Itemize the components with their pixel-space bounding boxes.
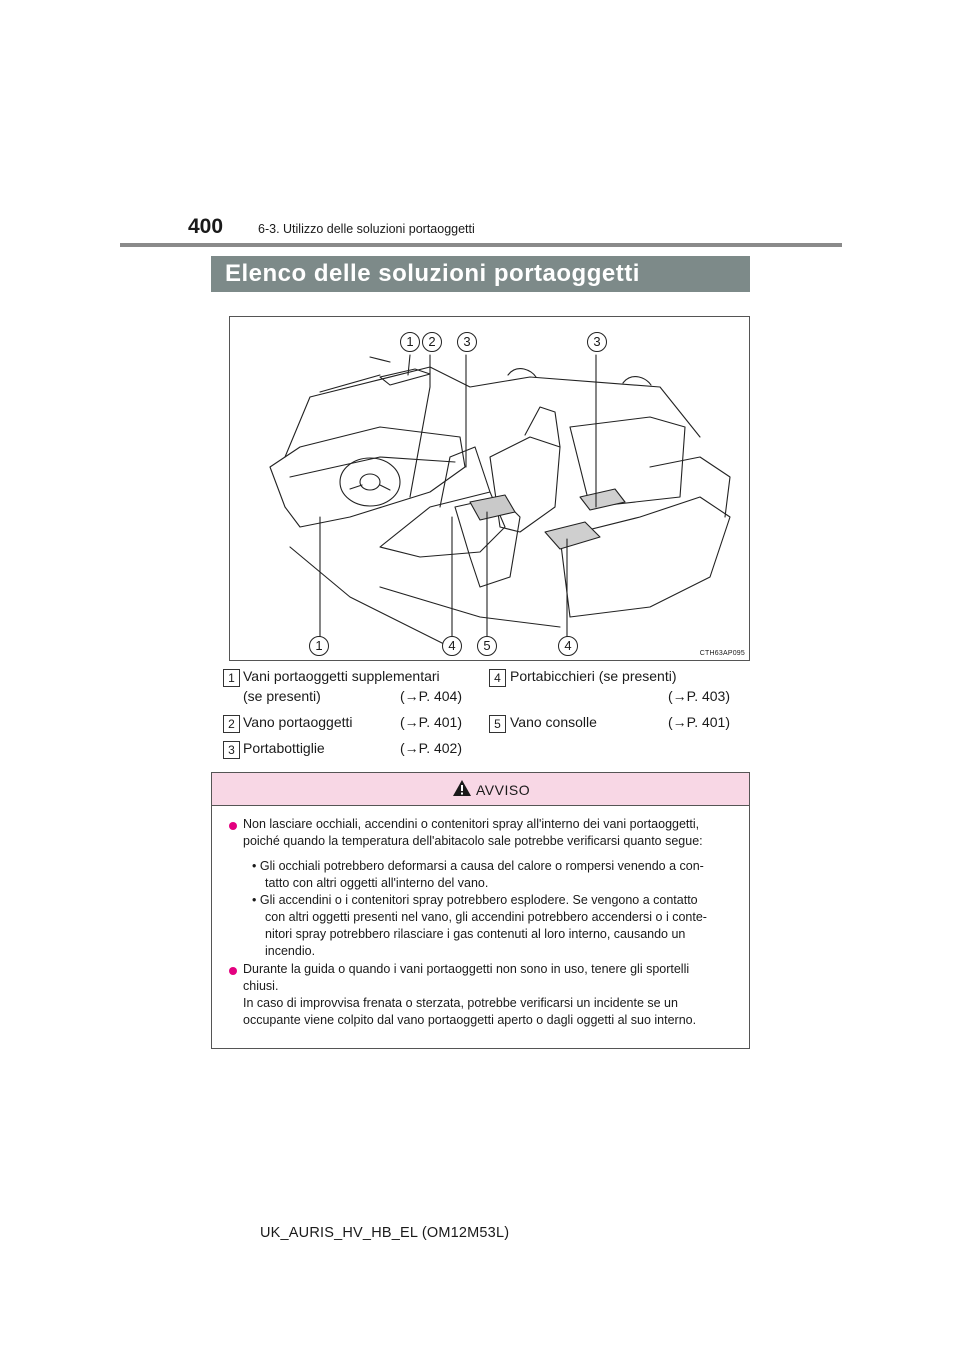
callout-5-bottom: 5	[477, 636, 497, 656]
warning-paragraph-1-line-1: Non lasciare occhiali, accendini o contenitori spray all'interno dei vani portaoggetti,	[243, 817, 700, 831]
legend-label-1: Vani portaoggetti supplementari	[243, 668, 440, 684]
page-number: 400	[188, 215, 224, 238]
callout-2-top: 2	[422, 332, 442, 352]
warning-subitem-2-line-3: nitori spray potrebbero rilasciare i gas contenuti al loro interno, causando un	[265, 927, 686, 941]
warning-subitem-1-line-1: • Gli occhiali potrebbero deformarsi a causa del calore o rompersi venendo a con-	[252, 859, 704, 873]
section-title: Elenco delle soluzioni portaoggetti	[211, 256, 750, 292]
callout-1-top: 1	[400, 332, 420, 352]
legend-ref-1: (→P. 404)	[400, 688, 462, 704]
warning-bullet-2	[229, 967, 237, 975]
legend-label-1-cont: (se presenti)	[243, 688, 321, 704]
warning-paragraph-2-line-4: occupante viene colpito dal vano portaoggetti aperto o dagli oggetti al suo interno.	[243, 1013, 697, 1027]
car-interior-drawing	[230, 317, 749, 660]
legend-label-3: Portabottiglie	[243, 740, 325, 756]
legend-number-4: 4	[489, 669, 506, 687]
warning-paragraph-2-line-1: Durante la guida o quando i vani portaoggetti non sono in uso, tenere gli sportelli	[243, 962, 690, 976]
callout-1-bottom: 1	[309, 636, 329, 656]
legend-label-2: Vano portaoggetti	[243, 714, 353, 730]
warning-header	[212, 773, 749, 806]
legend-number-2: 2	[223, 715, 240, 733]
legend-ref-2: (→P. 401)	[400, 714, 462, 730]
callout-3-top-rear: 3	[587, 332, 607, 352]
legend-number-5: 5	[489, 715, 506, 733]
warning-paragraph-2-line-2: chiusi.	[243, 979, 279, 993]
warning-bullet-1	[229, 822, 237, 830]
warning-title: AVVISO	[476, 782, 531, 798]
interior-illustration	[229, 316, 750, 661]
warning-subitem-1-line-2: tatto con altri oggetti all'interno del vano.	[265, 876, 489, 890]
warning-subitem-2-line-2: con altri oggetti presenti nel vano, gli accendini potrebbero accendersi o i conte-	[265, 910, 707, 924]
legend-ref-3: (→P. 402)	[400, 740, 462, 756]
warning-box	[211, 772, 750, 1049]
section-reference: 6-3. Utilizzo delle soluzioni portaoggetti	[258, 222, 475, 236]
header-rule	[120, 243, 842, 247]
warning-paragraph-2-line-3: In caso di improvvisa frenata o sterzata, potrebbe verificarsi un incidente se un	[243, 996, 678, 1010]
callout-4-bottom: 4	[442, 636, 462, 656]
warning-paragraph-1-line-2: poiché quando la temperatura dell'abitacolo sale potrebbe verificarsi quanto segue:	[243, 834, 703, 848]
callout-4-bottom-rear: 4	[558, 636, 578, 656]
warning-subitem-2-line-4: incendio.	[265, 944, 316, 958]
legend-ref-5: (→P. 401)	[668, 714, 730, 730]
legend-number-1: 1	[223, 669, 240, 687]
footer-document-code: UK_AURIS_HV_HB_EL (OM12M53L)	[260, 1225, 510, 1241]
legend-ref-4: (→P. 403)	[668, 688, 730, 704]
legend-label-5: Vano consolle	[510, 714, 597, 730]
warning-subitem-2-line-1: • Gli accendini o i contenitori spray potrebbero esplodere. Se vengono a contatto	[252, 893, 698, 907]
figure-code: CTH63AP095	[699, 650, 745, 657]
legend-label-4: Portabicchieri (se presenti)	[510, 668, 677, 684]
legend-number-3: 3	[223, 741, 240, 759]
callout-3-top: 3	[457, 332, 477, 352]
warning-triangle-icon	[452, 779, 472, 797]
